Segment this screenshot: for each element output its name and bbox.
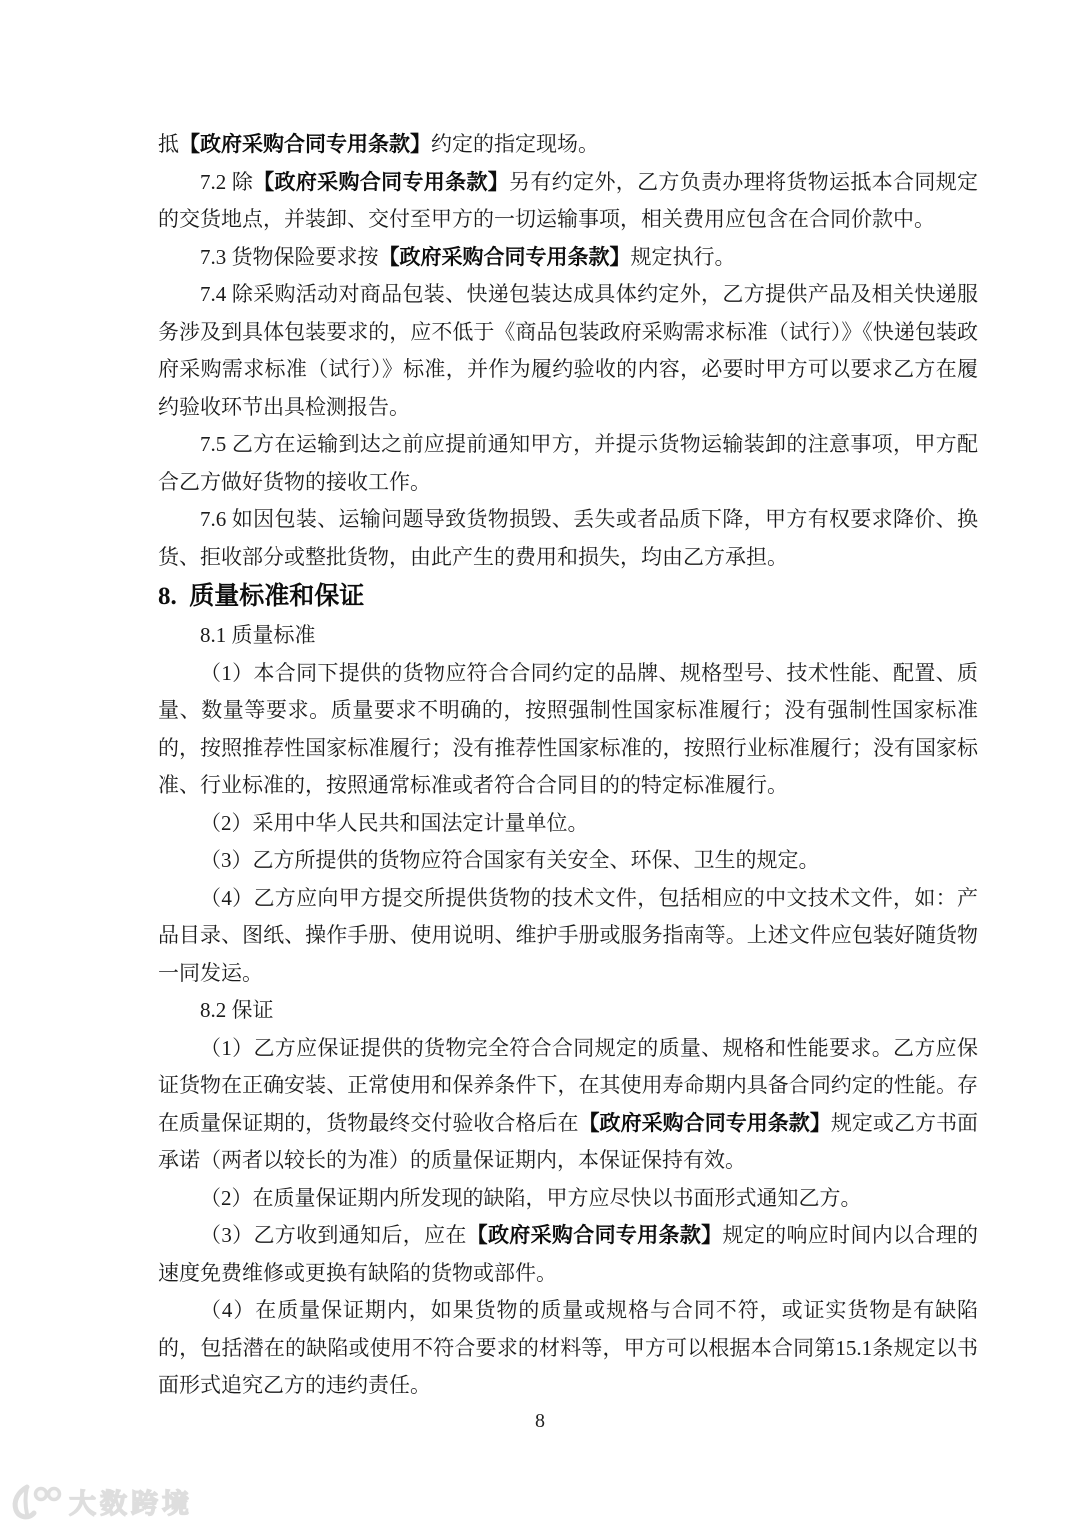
paragraph [158, 655, 978, 805]
text-run: 规定的响应时间内以合理的速度免费维修或更换有缺陷的货物或部件。 [158, 1223, 979, 1285]
document-body [158, 126, 978, 1405]
paragraph [158, 1217, 978, 1292]
paragraph [158, 617, 978, 655]
text-run: （1）乙方应保证提供的货物完全符合合同规定的质量、规格和性能要求。乙方应保证货物在正确安装、正常使用和保养条件下，在其使用寿命期内具备合同约定的性能。存在质量保证期的，货物最终交付验收合格后在 [158, 1035, 978, 1135]
text-run: （2）在质量保证期内所发现的缺陷，甲方应尽快以书面形式通知乙方。 [200, 1185, 862, 1210]
text-run: （3）乙方所提供的货物应符合国家有关安全、环保、卫生的规定。 [200, 848, 820, 872]
text-run: 另有约定外，乙方负责办理将货物运抵本合同规定的交货地点，并装卸、交付至甲方的一切运输事项，相关费用应包含在合同价款中。 [158, 169, 979, 231]
paragraph [158, 1180, 978, 1218]
section-heading [158, 576, 978, 617]
bold-clause-reference: 8. 质量标准和保证 [158, 583, 365, 610]
text-run: 7.5 乙方在运输到达之前应提前通知甲方，并提示货物运输装卸的注意事项，甲方配合乙方做好货物的接收工作。 [158, 432, 978, 494]
watermark-100-logo-icon [10, 1483, 62, 1521]
text-run: 7.4 除采购活动对商品包装、快递包装达成具体约定外，乙方提供产品及相关快递服务涉及到具体包装要求的，应不低于《商品包装政府采购需求标准（试行）》《快递包装政府采购需求标准（试行）》标准，并作为履约验收的内容，必要时甲方可以要求乙方在履约验收环节出具检测报告。 [158, 282, 978, 419]
text-run: 7.2 除 [200, 169, 254, 194]
paragraph [158, 239, 978, 277]
paragraph [158, 805, 978, 843]
bold-clause-reference: 【政府采购合同专用条款】 [179, 132, 431, 156]
paragraph [158, 842, 978, 880]
text-run: （1）本合同下提供的货物应符合合同约定的品牌、规格型号、技术性能、配置、质量、数量等要求。质量要求不明确的，按照强制性国家标准履行；没有强制性国家标准的，按照推荐性国家标准履行；没有推荐性国家标准的，按照行业标准履行；没有国家标准、行业标准的，按照通常标准或者符合合同目的的特定标准履行。 [158, 660, 978, 797]
page-number: 8 [535, 1410, 545, 1432]
paragraph [158, 426, 978, 501]
paragraph [158, 880, 978, 993]
text-run: 8.1 质量标准 [200, 623, 316, 647]
bold-clause-reference: 【政府采购合同专用条款】 [378, 244, 631, 269]
text-run: （4）在质量保证期内，如果货物的质量或规格与合同不符，或证实货物是有缺陷的，包括潜在的缺陷或使用不符合要求的材料等，甲方可以根据本合同第15.1条规定以书面形式追究乙方的违约责任。 [158, 1298, 978, 1397]
text-run: 规定执行。 [630, 244, 736, 269]
bold-clause-reference: 【政府采购合同专用条款】 [578, 1110, 831, 1135]
watermark [10, 1482, 193, 1521]
paragraph [158, 126, 978, 164]
bold-clause-reference: 【政府采购合同专用条款】 [466, 1223, 723, 1247]
text-run: 7.3 货物保险要求按 [200, 244, 379, 269]
text-run: （4）乙方应向甲方提交所提供货物的技术文件，包括相应的中文技术文件，如：产品目录、图纸、操作手册、使用说明、维护手册或服务指南等。上述文件应包装好随货物一同发运。 [158, 885, 978, 985]
paragraph [158, 276, 978, 426]
text-run: 规定或乙方书面承诺（两者以较长的为准）的质量保证期内，本保证保持有效。 [158, 1110, 979, 1172]
paragraph [158, 1030, 978, 1180]
paragraph [158, 1292, 978, 1405]
text-run: （2）采用中华人民共和国法定计量单位。 [200, 810, 589, 835]
text-run: 约定的指定现场。 [431, 132, 599, 156]
paragraph [158, 501, 978, 576]
paragraph [158, 164, 978, 239]
text-run: （3）乙方收到通知后，应在 [200, 1223, 467, 1247]
watermark-text: 大数跨境 [69, 1489, 193, 1519]
text-run: 抵 [158, 132, 179, 156]
bold-clause-reference: 【政府采购合同专用条款】 [253, 169, 510, 194]
paragraph [158, 992, 978, 1030]
text-run: 7.6 如因包装、运输问题导致货物损毁、丢失或者品质下降，甲方有权要求降价、换货、拒收部分或整批货物，由此产生的费用和损失，均由乙方承担。 [158, 507, 978, 569]
text-run: 8.2 保证 [200, 998, 274, 1022]
